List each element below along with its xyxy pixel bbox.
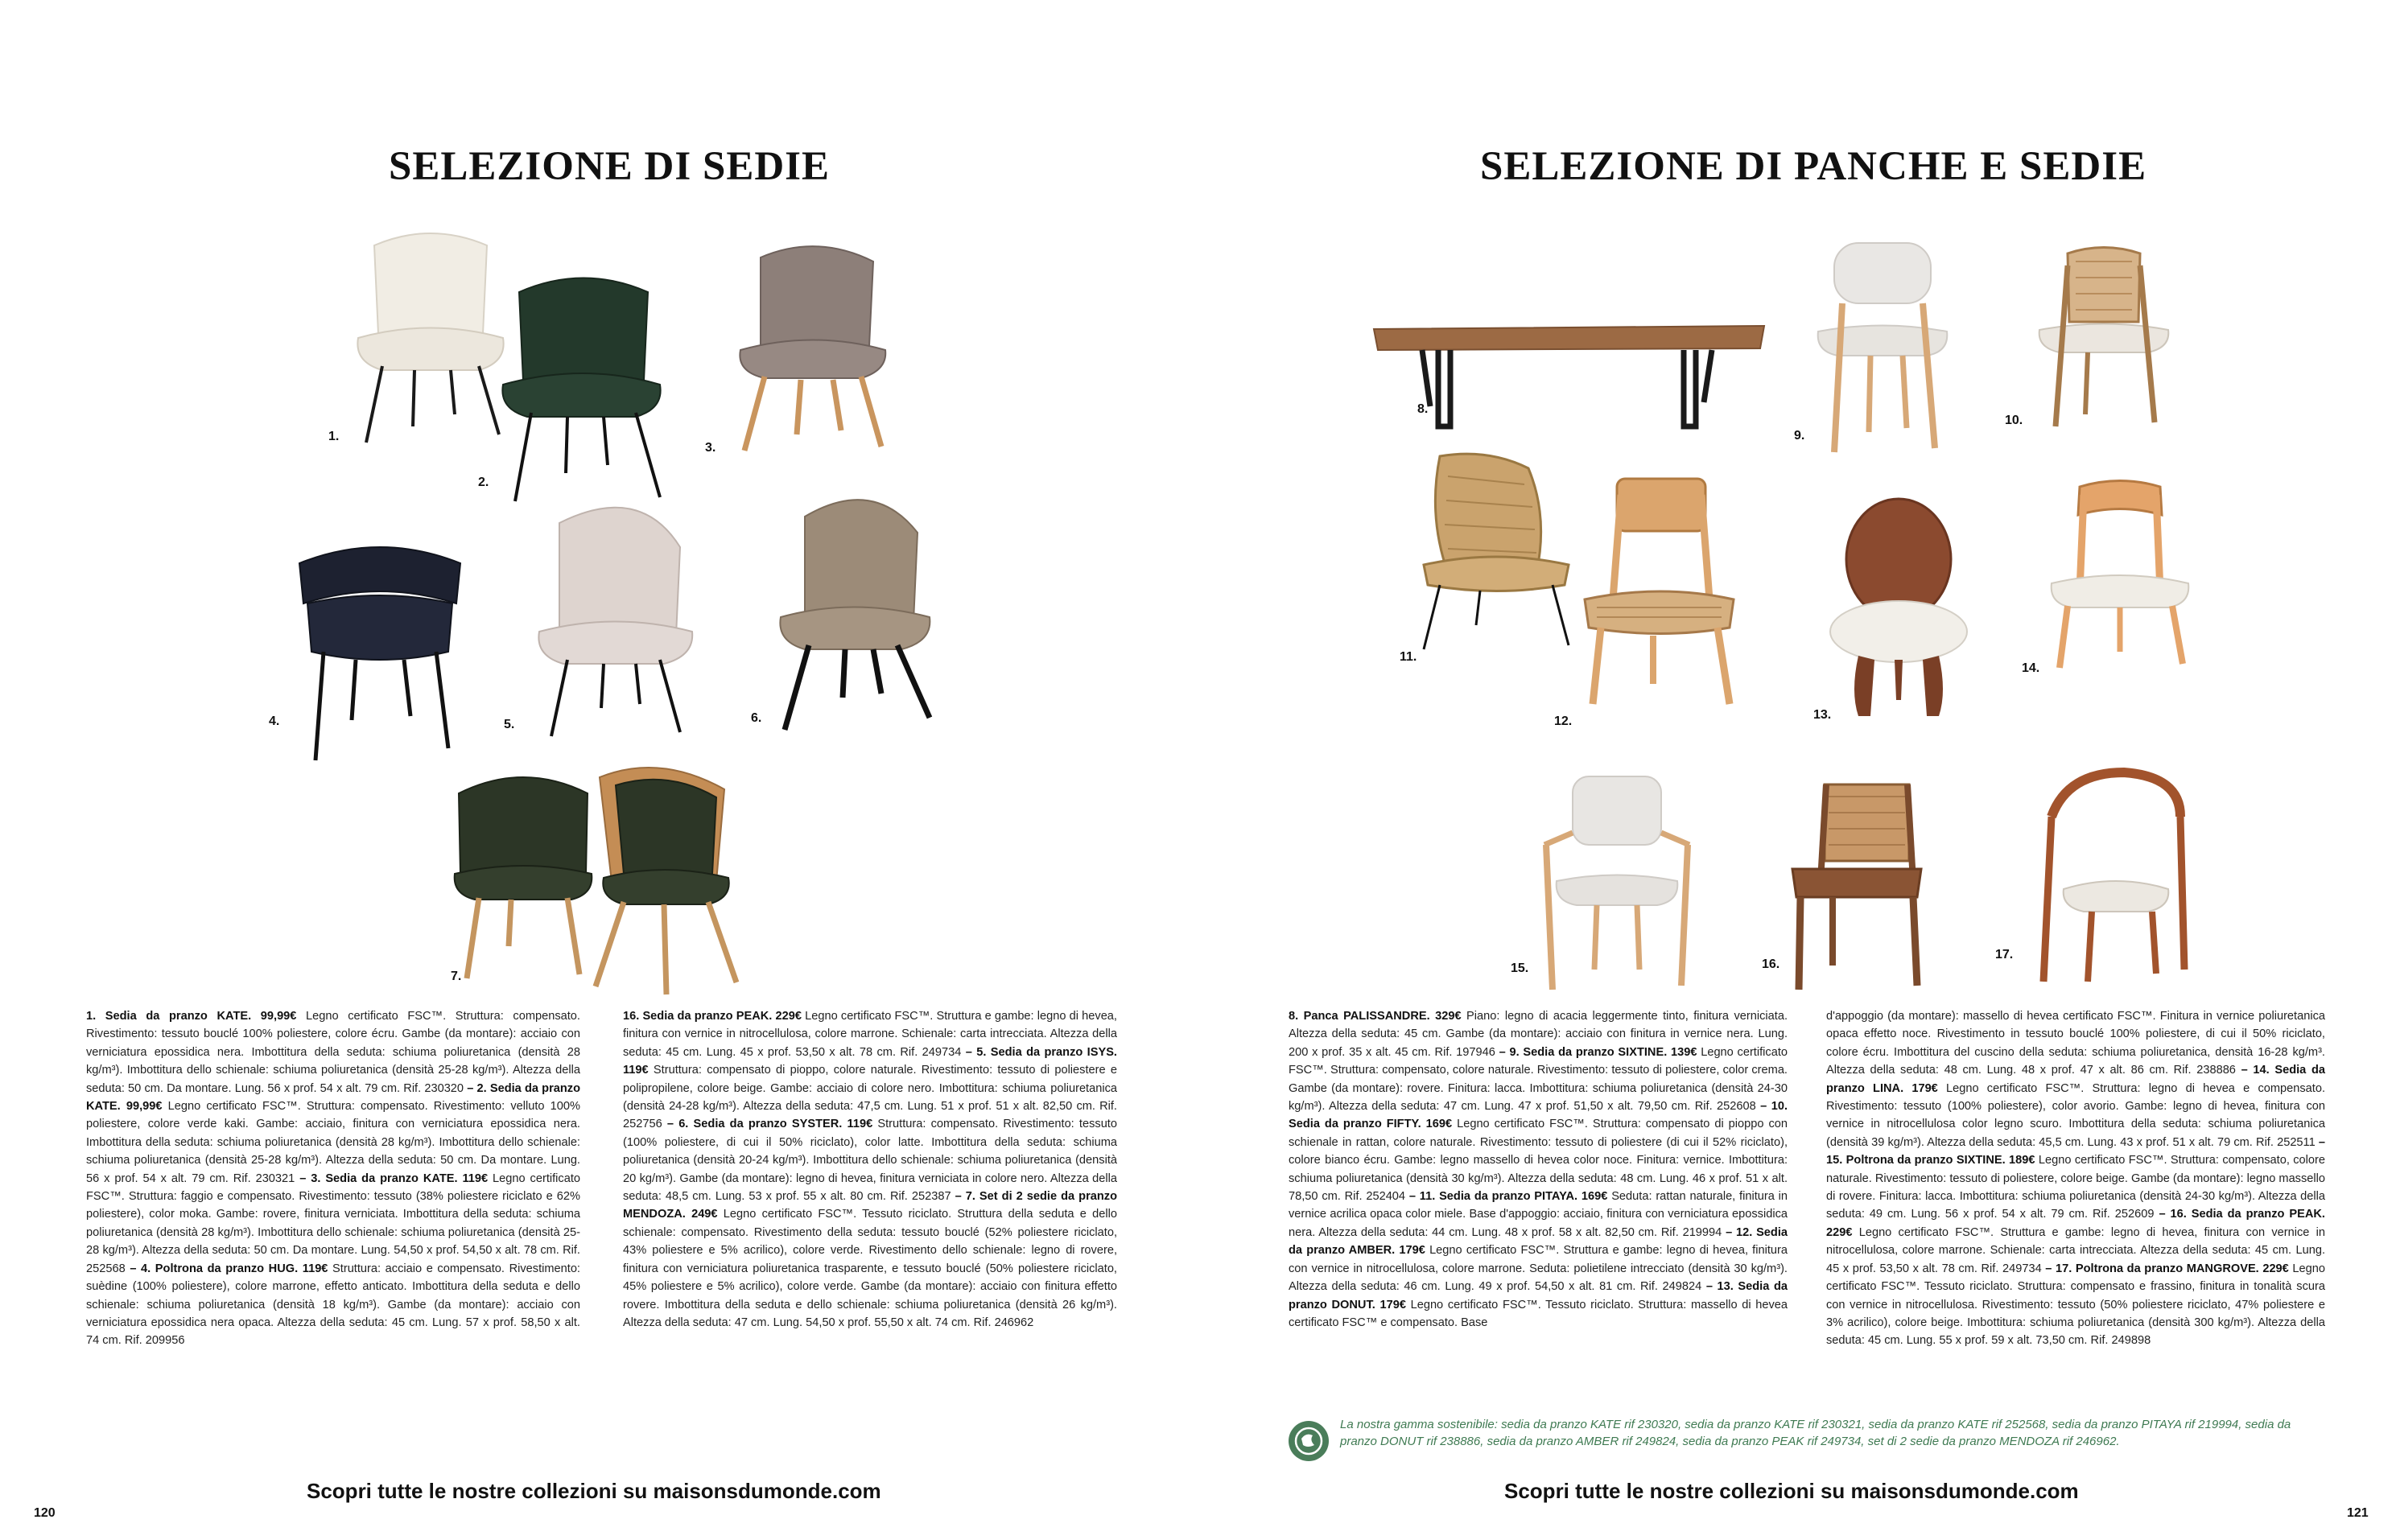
product-image-lina: [2048, 479, 2192, 672]
figure-label: 7.: [451, 970, 462, 983]
product-description: Seduta: rattan naturale, finitura in vernice acrilica opaca color miele. Base d'appoggio: acciaio, finitura con verniciatura epossidica nera. Altezza della seduta: 44 cm. Lung. 48 x prof. 58 x alt. 82,50 cm. Rif. 219994: [1289, 1190, 1788, 1239]
product-title: – 5. Sedia da pranzo ISYS. 119€: [623, 1045, 1117, 1077]
figure-label: 15.: [1511, 961, 1529, 975]
right-text-column-2: [1826, 1007, 2325, 1350]
product-title: – 15. Poltrona da pranzo SIXTINE. 189€: [1826, 1135, 2325, 1167]
figure-label: 8.: [1417, 402, 1429, 416]
product-title: – 7. Set di 2 sedie da pranzo MENDOZA. 249€: [623, 1190, 1117, 1221]
product-image-sixtine: [1814, 243, 1951, 456]
product-title: – 17. Poltrona da pranzo MANGROVE. 229€: [2045, 1262, 2289, 1275]
product-description: Legno certificato FSC™. Struttura e gambe: legno di hevea, finitura con vernice in nitrocellulosa, colore marrone. Schienale: carta intrecciata. Altezza della seduta: 45 cm. Lung. 45 x prof. 53,50 x alt. 78 cm. Rif. 249734: [1826, 1225, 2325, 1275]
figure-label: 2.: [478, 476, 489, 489]
product-title: 8. Panca PALISSANDRE. 329€: [1289, 1010, 1462, 1023]
product-description: Legno certificato FSC™. Tessuto riciclato. Struttura della seduta e dello schienale: compensato. Rivestimento della seduta: tessuto bouclé (52% poliestere riciclato, 43% poliestere e 5% acrilico), colore verde. Rivestimento dello schienale: legno di rovere, finitura con verniciatura poliuretanica trasparente, e tessuto bouclé (50% poliestere riciclato, 45% poliestere e 5% acrilico), colore verde. Gambe (da montare): acciaio con finitura effetto rovere. Imbottitura della seduta e dello schienale: schiuma poliuretanica (densità 26 kg/m³). Altezza della seduta: 47 cm. Lung. 54,50 x prof. 55,50 x alt. 74 cm. Rif. 246962: [623, 1208, 1117, 1329]
product-description: Legno certificato FSC™. Struttura: compensato, colore naturale. Rivestimento: tessuto di poliestere, colore beige. Gambe (da montare): legno massello di rovere. Finitura: lacca. Imbottitura: schiuma poliuretanica (densità 24-30 kg/m³). Altezza della seduta: 49 cm. Lung. 56 x prof. 54 x alt. 79 cm. Rif. 252609: [1826, 1154, 2325, 1221]
product-description: Struttura: compensato. Rivestimento: tessuto (100% poliestere, di cui il 50% riciclato), color latte. Imbottitura della seduta: schiuma poliuretanica (densità 20-24 kg/m³). Imbottitura dello schienale: schiuma poliuretanica (densità 20 kg/m³). Gambe (da montare): legno di hevea, finitura verniciata in colore nero. Altezza della seduta: 48,5 cm. Lung. 53 x prof. 55 x alt. 80 cm. Rif. 252387: [623, 1118, 1117, 1204]
product-title: – 2. Sedia da pranzo KATE. 99,99€: [86, 1081, 581, 1114]
left-footer-link[interactable]: Scopri tutte le nostre collezioni su maisonsdumonde.com: [307, 1479, 881, 1503]
product-title: – 13. Sedia da pranzo DONUT. 179€: [1289, 1280, 1788, 1311]
sustainability-note: [1289, 1416, 2319, 1468]
product-description: Legno certificato FSC™. Struttura: faggio e compensato. Rivestimento: tessuto (38% poliestere riciclato e 62% poliestere), color moka. Gambe: rovere, finitura verniciata. Imbottitura della seduta: schiuma poliuretanica (densità 28 kg/m³). Imbottitura dello schienale: schiuma poliuretanica (densità 25-28 kg/m³). Altezza della seduta: 50 cm. Da montare. Lung. 54,50 x prof. 54,50 x alt. 78 cm. Rif. 252568: [86, 1171, 580, 1275]
product-title: – 9. Sedia da pranzo SIXTINE. 139€: [1499, 1045, 1697, 1059]
product-image-mangrove: [2019, 768, 2188, 986]
product-description: Piano: legno di acacia leggermente tinto, finitura verniciata. Altezza della seduta: 45 cm. Gambe (da montare): acciaio con finitura in vernice nera. Lung. 200 x prof. 35 x alt. 45 cm. Rif. 197946: [1289, 1010, 1788, 1059]
product-description: Legno certificato FSC™. Struttura e gambe: legno di hevea, finitura con vernice in nitrocellulosa, colore marrone. Seduta: polietilene intrecciato (densità 30 kg/m³). Altezza della seduta: 46 cm. Lung. 49 x prof. 54,50 x alt. 81 cm. Rif. 249824: [1289, 1244, 1788, 1294]
right-page-title: SELEZIONE DI PANCHE E SEDIE: [1480, 144, 2147, 189]
product-image-kate-ecru: [350, 229, 511, 447]
right-page-number: 121: [2347, 1506, 2369, 1520]
product-title: – 11. Sedia da pranzo PITAYA. 169€: [1408, 1190, 1608, 1204]
product-description: Legno certificato FSC™. Struttura: compensato. Rivestimento: tessuto bouclé 100% poliestere, colore écru. Gambe (da montare): acciaio con verniciatura epossidica nera. Imbottitura della seduta: schiuma poliuretanica (densità 28 kg/m³). Imbottitura dello schienale: schiuma poliuretanica (densità 25-28 kg/m³). Altezza della seduta: 50 cm. Da montare. Lung. 56 x prof. 54 x alt. 79 cm. Rif. 230320: [86, 1010, 580, 1095]
figure-label: 10.: [2005, 414, 2023, 427]
product-description: Legno certificato FSC™. Tessuto riciclato. Struttura: massello di hevea certificato FSC™ e compensato. Base: [1289, 1298, 1788, 1329]
product-title: 16. Sedia da pranzo PEAK. 229€: [623, 1010, 802, 1023]
product-image-kate-moka: [728, 241, 889, 455]
product-title: – 4. Poltrona da pranzo HUG. 119€: [130, 1262, 328, 1275]
left-text-column-1: [86, 1007, 580, 1350]
figure-label: 14.: [2022, 661, 2040, 675]
left-page-title: SELEZIONE DI SEDIE: [389, 144, 831, 189]
left-text-column-2: [623, 1007, 1117, 1332]
product-image-peak: [527, 499, 700, 740]
product-description: Legno certificato FSC™. Struttura: legno di hevea e compensato. Rivestimento: tessuto (100% poliestere), color avorio. Gambe: legno di hevea, finitura con vernice in nitrocellulosa color legno scuro. Imbottitura della seduta: schiuma poliuretanica (densità 39 kg/m³). Altezza della seduta: 45,5 cm. Lung. 43 x prof. 51 x alt. 79 cm. Rif. 252511: [1826, 1081, 2326, 1149]
product-image-hug: [291, 531, 468, 764]
product-description: Legno certificato FSC™. Tessuto riciclato. Struttura: compensato e frassino, finitura in tonalità scura con vernice in nitrocellulosa. Rivestimento: tessuto (50% poliestere riciclato, 47% poliestere e 3% acrilico), colore beige. Imbottitura: schiuma poliuretanica (densità 300 kg/m³). Altezza della seduta: 45 cm. Lung. 55 x prof. 59 x alt. 73,50 cm. Rif. 249898: [1826, 1262, 2325, 1348]
figure-label: 12.: [1554, 714, 1573, 728]
figure-label: 9.: [1794, 429, 1805, 443]
product-image-kate-green: [495, 272, 668, 505]
product-image-pitaya: [1416, 452, 1573, 653]
product-image-mendoza-set: [451, 761, 757, 994]
figure-label: 6.: [751, 711, 762, 725]
product-description: Legno certificato FSC™. Struttura: compensato. Rivestimento: velluto 100% poliestere, colore verde kaki. Gambe: acciaio, finitura con verniciatura epossidica nera. Imbottitura della seduta: schiuma poliuretanica (densità 28 kg/m³). Imbottitura dello schienale: schiuma poliuretanica (densità 25-28 kg/m³). Altezza della seduta: 50 cm. Da montare. Lung. 56 x prof. 54 x alt. 79 cm. Rif. 230321: [86, 1100, 580, 1185]
figure-label: 1.: [328, 430, 340, 443]
left-page-number: 120: [34, 1506, 56, 1520]
figure-label: 5.: [504, 718, 515, 731]
product-title: – 10. Sedia da pranzo FIFTY. 169€: [1289, 1100, 1788, 1131]
product-title: – 16. Sedia da pranzo PEAK. 229€: [1826, 1208, 2325, 1239]
product-title: 1. Sedia da pranzo KATE. 99,99€: [86, 1010, 297, 1023]
figure-label: 4.: [269, 714, 280, 728]
figure-label: 16.: [1762, 957, 1780, 971]
product-description: d'appoggio (da montare): massello di hevea certificato FSC™. Finitura in vernice poliuretanica opaca effetto noce. Rivestimento in tessuto bouclé 100% poliestere, di cui il 50% riciclato, colore écru. Imbottitura del cuscino della seduta: schiuma poliuretanica, densità 16-28 kg/m³. Altezza della seduta: 48 cm. Lung. 48 x prof. 47 x alt. 86 cm. Rif. 238886: [1826, 1010, 2325, 1077]
figure-label: 3.: [705, 441, 716, 455]
product-title: – 14. Sedia da pranzo LINA. 179€: [1826, 1064, 2325, 1095]
product-image-amber: [1577, 479, 1742, 708]
product-description: Legno certificato FSC™. Struttura: compensato, colore naturale. Rivestimento: tessuto di poliestere, color crema. Gambe (da montare): rovere. Finitura: lacca. Imbottitura: schiuma poliuretanica (densità 24-30 kg/m³). Altezza della seduta: 47 cm. Lung. 47 x prof. 51,50 x alt. 79,50 cm. Rif. 252608: [1289, 1045, 1788, 1114]
product-description: Struttura: acciaio e compensato. Rivestimento: suèdine (100% poliestere), colore marrone, effetto anticato. Imbottitura della seduta e dello schienale: schiuma poliuretanica (densità 18 kg/m³). Gambe (da montare): acciaio con verniciatura epossidica nera opaca. Altezza della seduta: 45 cm. Lung. 57 x prof. 58,50 x alt. 74 cm. Rif. 209956: [86, 1262, 580, 1348]
product-description: Legno certificato FSC™. Struttura e gambe: legno di hevea, finitura con vernice in nitrocellulosa, colore marrone. Schienale: carta intrecciata. Altezza della seduta: 45 cm. Lung. 45 x prof. 53,50 x alt. 78 cm. Rif. 249734: [623, 1010, 1117, 1059]
right-page: [1198, 0, 2396, 1540]
product-image-donut: [1826, 499, 1971, 720]
figure-label: 11.: [1400, 650, 1417, 664]
figure-label: 17.: [1995, 948, 2014, 961]
leaf-globe-icon: [1289, 1421, 1329, 1461]
sustainability-text: La nostra gamma sostenibile: sedia da pranzo KATE rif 230320, sedia da pranzo KATE rif 230321, sedia da pranzo KATE rif 252568, sedia da pranzo PITAYA rif 219994, sedia da pranzo DONUT rif 238886, sedia da pranzo AMBER rif 249824, sedia da pranzo PEAK rif 249734, set di 2 sedie da pranzo MENDOZA rif 246962.: [1340, 1418, 2291, 1448]
product-title: – 6. Sedia da pranzo SYSTER. 119€: [666, 1118, 873, 1131]
product-image-isys: [769, 492, 938, 734]
product-image-peak-wood: [1784, 784, 1929, 994]
product-image-fifty: [2035, 249, 2172, 430]
figure-label: 13.: [1813, 708, 1832, 722]
product-image-palissandre-bench: [1374, 326, 1764, 434]
right-text-column-1: [1289, 1007, 1788, 1332]
product-description: Legno certificato FSC™. Struttura: compensato di pioppo con schienale in rattan, colore naturale. Rivestimento: tessuto di poliestere (di cui il 52% riciclato), colore bianco écru. Gambe: legno massello di hevea color noce. Finitura: vernice. Imbottitura: schiuma poliuretanica (densità 30 kg/m³). Altezza della seduta: 48 cm. Lung. 46 x prof. 51 x alt. 78,50 cm. Rif. 252404: [1289, 1118, 1788, 1204]
product-title: – 12. Sedia da pranzo AMBER. 179€: [1289, 1225, 1788, 1258]
product-image-sixtine-armchair: [1536, 776, 1697, 994]
product-title: – 3. Sedia da pranzo KATE. 119€: [299, 1171, 489, 1185]
product-description: Struttura: compensato di pioppo, colore naturale. Rivestimento: tessuto di poliestere e polipropilene, colore beige. Gambe: acciaio di colore nero. Imbottitura: schiuma poliuretanica (densità 24-28 kg/m³). Altezza della seduta: 47,5 cm. Lung. 51 x prof. 51 x alt. 82,50 cm. Rif. 252756: [623, 1064, 1117, 1131]
right-footer-link[interactable]: Scopri tutte le nostre collezioni su maisonsdumonde.com: [1504, 1479, 2079, 1503]
